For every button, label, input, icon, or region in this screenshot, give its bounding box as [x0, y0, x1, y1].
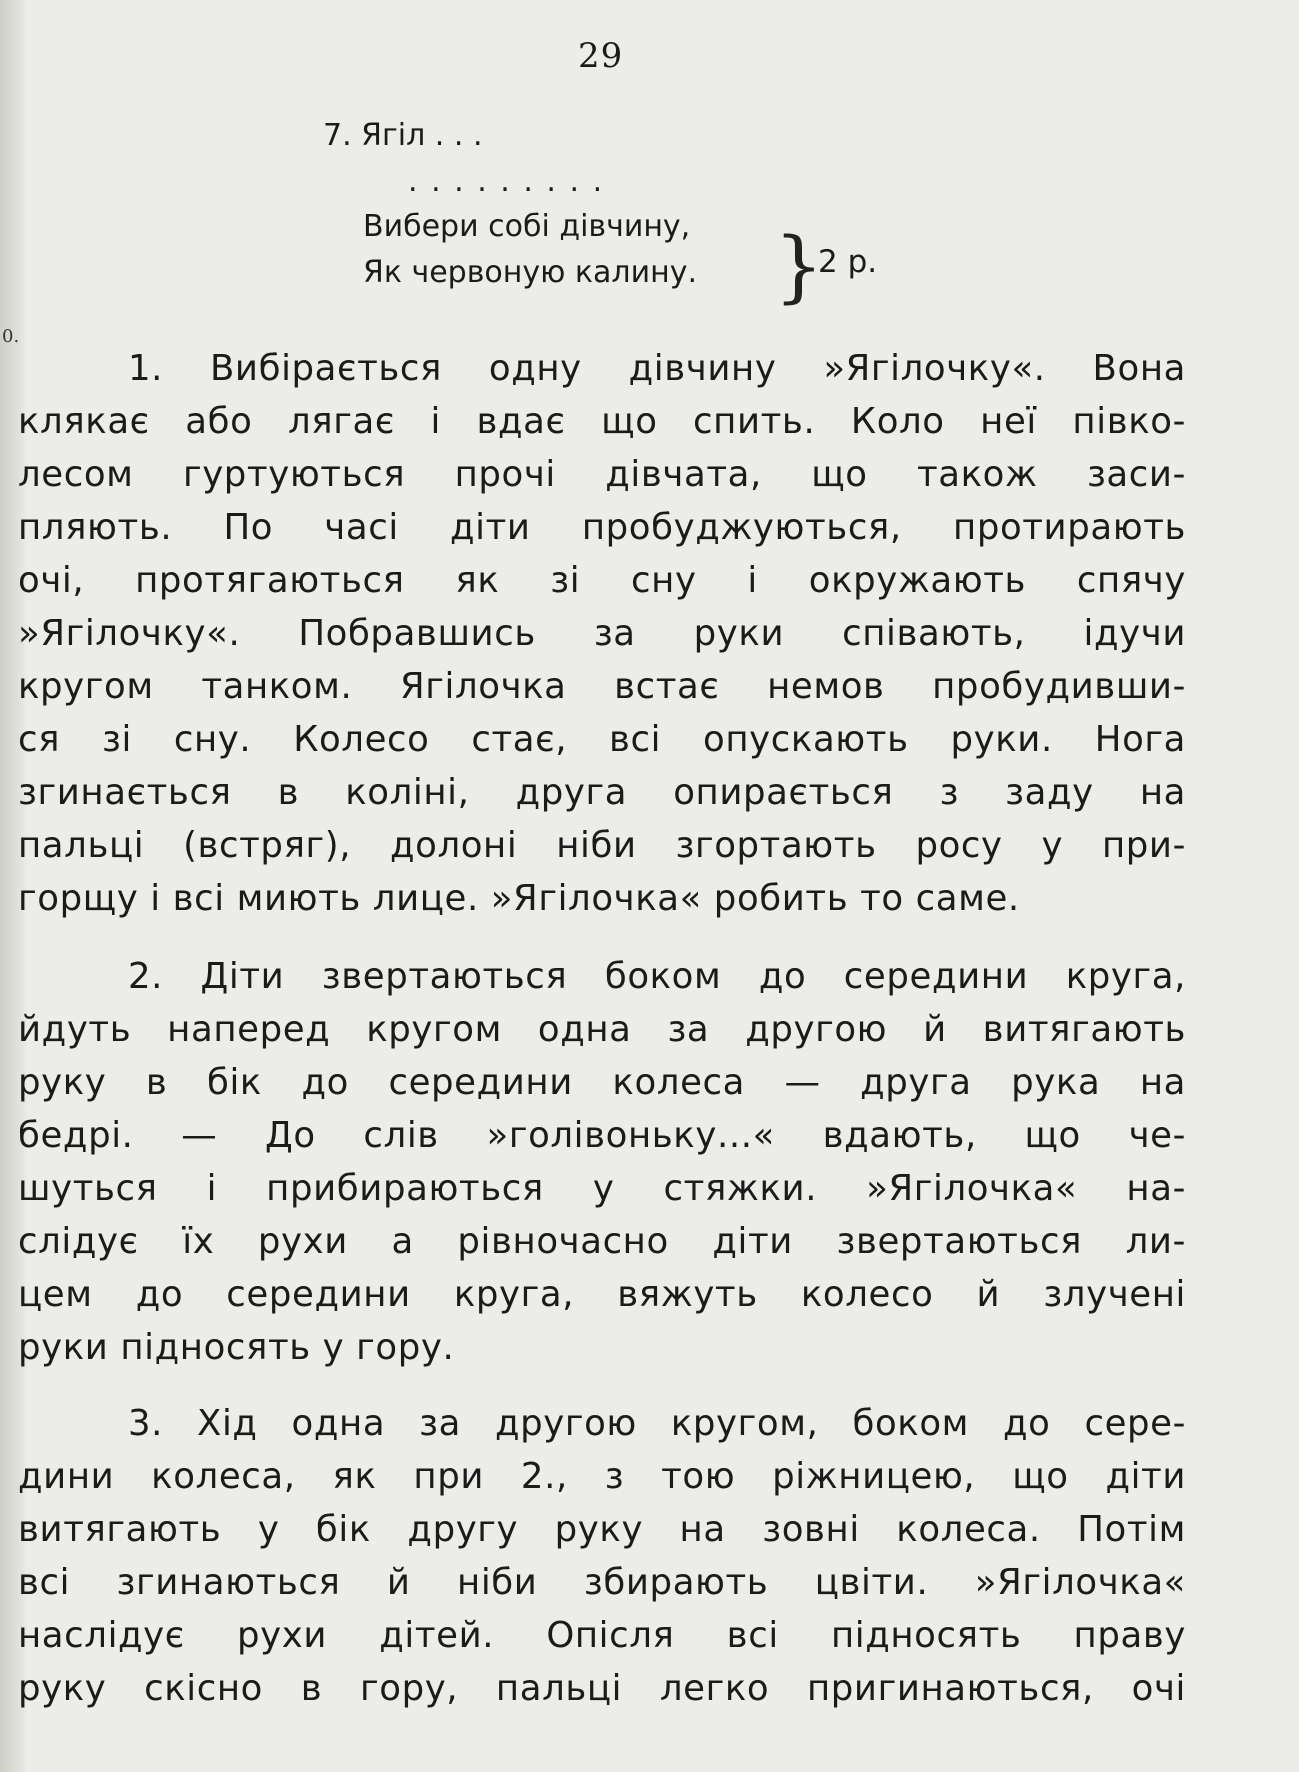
text-line: клякає або лягає і вдає що спить. Коло неї півко- [18, 401, 1186, 442]
text-line: дини колеса, як при 2., з тою ріжницею, що діти [18, 1456, 1186, 1497]
book-page [18, 0, 1186, 1772]
text-line: 2. Діти звертаються боком до середини круга, [128, 956, 1186, 997]
gutter-mark: 0. [2, 326, 20, 347]
text-line: руку в бік до середини колеса — друга рука на [18, 1062, 1186, 1103]
stanza-heading: 7. Ягіл . . . [323, 118, 483, 153]
text-line: ся зі сну. Колесо стає, всі опускають руки. Нога [18, 719, 1186, 760]
text-line: бедрі. — До слів »голівоньку...« вдають, що че- [18, 1115, 1186, 1156]
text-line: пляють. По часі діти пробуджуються, протирають [18, 507, 1186, 548]
text-line: »Ягілочку«. Побравшись за руки співають, ідучи [18, 613, 1186, 654]
repeat-mark: 2 р. [818, 244, 878, 280]
text-line: очі, протягаються як зі сну і окружають спячу [18, 560, 1186, 601]
text-line: пальці (встряг), долоні ніби згортають росу у при- [18, 825, 1186, 866]
text-line: руку скісно в гору, пальці легко пригинаються, очі [18, 1668, 1186, 1709]
text-line: наслідує рухи дітей. Опісля всі підносять праву [18, 1615, 1186, 1656]
paragraph-2 [18, 950, 1186, 1374]
text-line: 1. Вибірається одну дівчину »Ягілочку«. Вона [128, 348, 1186, 389]
brace-glyph: } [774, 222, 824, 312]
text-line: руки підносять у гору. [18, 1327, 455, 1368]
text-line: витягають у бік другу руку на зовні колеса. Потім [18, 1509, 1186, 1550]
paragraph-3 [18, 1397, 1186, 1715]
text-line: горщу і всі миють лице. »Ягілочка« робить то саме. [18, 878, 1020, 919]
verse-line-2: Як червоную калину. [363, 255, 697, 290]
text-line: всі згинаються й ніби збирають цвіти. »Ягілочка« [18, 1562, 1186, 1603]
verse-line-1: Вибери собі дівчину, [363, 209, 691, 244]
text-line: згинається в коліні, друга опирається з заду на [18, 772, 1186, 813]
page-number: 29 [578, 36, 624, 76]
text-line: слідує їх рухи а рівночасно діти звертаються ли- [18, 1221, 1186, 1262]
paragraph-1 [18, 342, 1186, 925]
stanza-ellipsis: . . . . . . . . . [408, 164, 605, 199]
text-line: 3. Хід одна за другою кругом, боком до сере- [128, 1403, 1186, 1444]
text-line: шуться і прибираються у стяжки. »Ягілочка« на- [18, 1168, 1186, 1209]
text-line: цем до середини круга, вяжуть колесо й злучені [18, 1274, 1186, 1315]
text-line: лесом гуртуються прочі дівчата, що також заси- [18, 454, 1186, 495]
text-line: кругом танком. Ягілочка встає немов пробудивши- [18, 666, 1186, 707]
text-line: йдуть наперед кругом одна за другою й витягають [18, 1009, 1186, 1050]
